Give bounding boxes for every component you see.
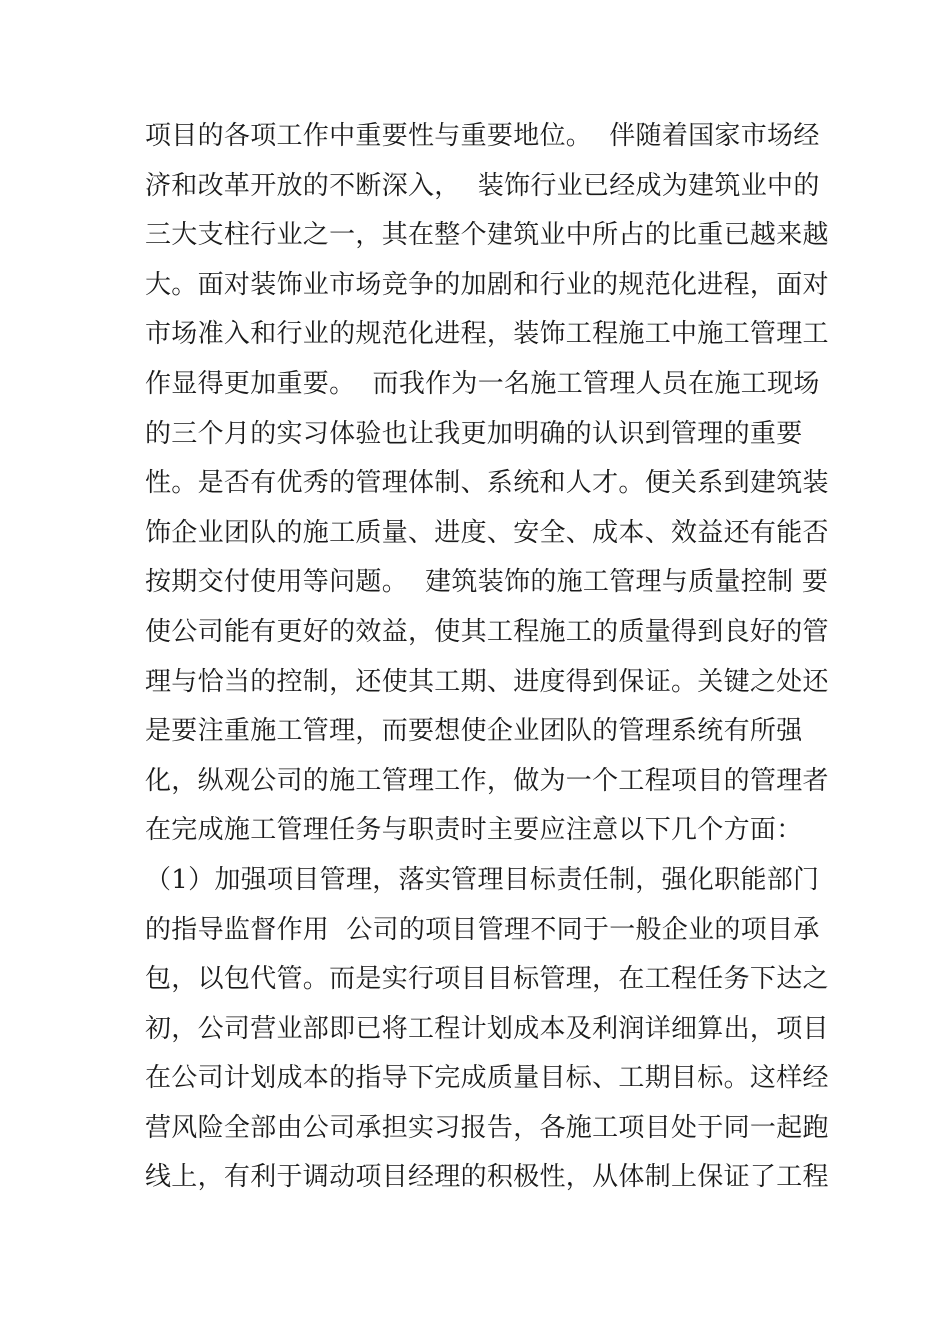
text-line: 三大支柱行业之一，其在整个建筑业中所占的比重已越来越 (145, 220, 829, 251)
text-line: 的三个月的实习体验也让我更加明确的认识到管理的重要 (145, 418, 803, 449)
text-line: 使公司能有更好的效益，使其工程施工的质量得到良好的管 (145, 616, 829, 647)
text-line: 大。面对装饰业市场竞争的加剧和行业的规范化进程，面对 (145, 269, 829, 300)
text-line: 作显得更加重要。 而我作为一名施工管理人员在施工现场 (145, 368, 820, 399)
text-line: 线上，有利于调动项目经理的积极性，从体制上保证了工程 (145, 1162, 829, 1193)
text-line: 的指导监督作用 公司的项目管理不同于一般企业的项目承 (145, 914, 820, 945)
text-line: 饰企业团队的施工质量、进度、安全、成本、效益还有能否 (145, 517, 829, 548)
text-line: 按期交付使用等问题。 建筑装饰的施工管理与质量控制 要 (145, 567, 829, 598)
text-line: 济和改革开放的不断深入， 装饰行业已经成为建筑业中的 (145, 170, 820, 201)
text-line: 营风险全部由公司承担实习报告，各施工项目处于同一起跑 (145, 1112, 829, 1143)
text-line: 项目的各项工作中重要性与重要地位。 伴随着国家市场经 (145, 121, 820, 151)
body-text (145, 112, 829, 1203)
text-line: 是要注重施工管理，而要想使企业团队的管理系统有所强 (145, 716, 803, 747)
text-line: 初，公司营业部即已将工程计划成本及利润详细算出，项目 (145, 1013, 829, 1044)
text-line: 在完成施工管理任务与职责时主要应注意以下几个方面： (145, 815, 803, 846)
text-line: 性。是否有优秀的管理体制、系统和人才。便关系到建筑装 (145, 468, 829, 499)
text-line: 在公司计划成本的指导下完成质量目标、工期目标。这样经 (145, 1063, 829, 1094)
text-line: （1）加强项目管理，落实管理目标责任制，强化职能部门 (145, 864, 820, 895)
text-line: 包，以包代管。而是实行项目目标管理，在工程任务下达之 (145, 964, 829, 995)
text-line: 理与恰当的控制，还使其工期、进度得到保证。关键之处还 (145, 666, 829, 697)
text-line: 市场准入和行业的规范化进程，装饰工程施工中施工管理工 (145, 319, 829, 350)
text-line: 化，纵观公司的施工管理工作，做为一个工程项目的管理者 (145, 765, 829, 796)
